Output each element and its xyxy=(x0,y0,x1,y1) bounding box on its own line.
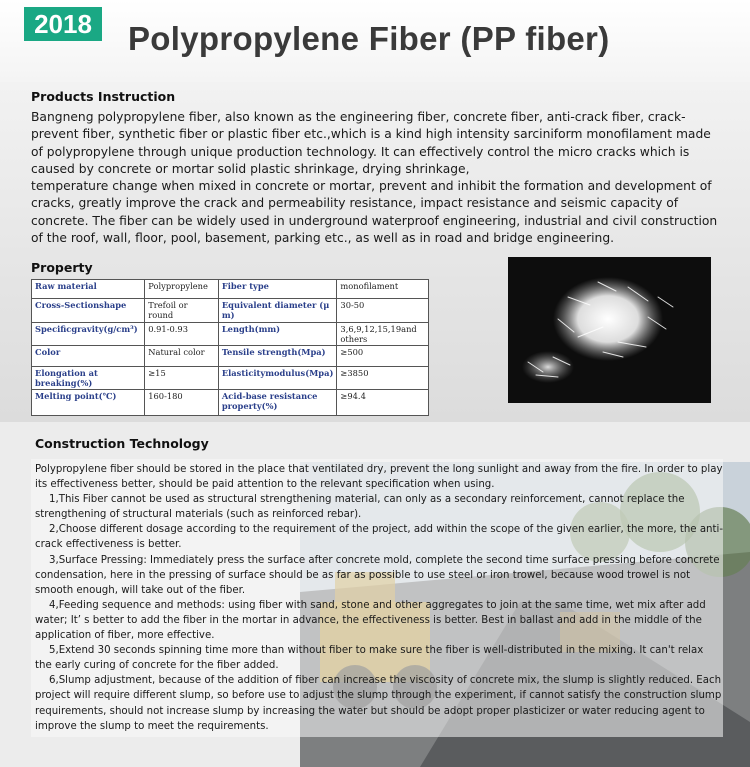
construction-item: 2,Choose different dosage according to the requirement of the project, add within the scope of the given earlier, the more, the anti-crack effectiveness is better. xyxy=(35,524,724,551)
property-label: Tensile strength(Mpa) xyxy=(218,346,337,367)
products-paragraph: Bangneng polypropylene fiber, also known as the engineering fiber, concrete fiber, anti-crack fiber, crack-prevent fiber, synthetic fiber or plastic fiber etc.,which is a kind high intensity sarciniform monofilament made of polypropylene through unique production technology. It can effectively control the micro cracks which is caused by concrete or mortar solid plastic shrinkage, drying shrinkage, xyxy=(31,110,711,176)
table-row xyxy=(32,390,429,416)
property-label: Equivalent diameter (μ m) xyxy=(218,299,337,323)
table-row xyxy=(32,367,429,390)
property-value: Trefoil or round xyxy=(145,299,219,323)
property-label: Melting point(℃) xyxy=(32,390,145,416)
table-row xyxy=(32,299,429,323)
year-badge: 2018 xyxy=(24,7,102,41)
construction-item: 4,Feeding sequence and methods: using fiber with sand, stone and other aggregates to join at the same time, wet mix after add water; It’ s better to add the fiber in the mortar in advance, the effectiveness is better. Best in ballast and add in the middle of the application of fiber, more effective. xyxy=(35,599,706,642)
property-value: ≥15 xyxy=(145,367,219,390)
property-value: 30-50 xyxy=(337,299,429,323)
property-table xyxy=(31,279,429,416)
property-value: monofilament xyxy=(337,280,429,299)
property-heading: Property xyxy=(31,260,93,275)
table-row xyxy=(32,323,429,346)
construction-item: 1,This Fiber cannot be used as structural strengthening material, can only as a secondary reinforcement, cannot replace the strengthening of structural materials (such as reinforced rebar). xyxy=(35,494,685,521)
property-label: Color xyxy=(32,346,145,367)
header-banner xyxy=(0,0,750,82)
construction-item: 3,Surface Pressing: Immediately press the surface after concrete mold, complete the second time surface pressing before concrete condensation, here in the pressing of surface should be as far as possible to use steel or iron trowel, because wood trowel is not smooth enough, will take out of the fiber. xyxy=(35,554,720,596)
products-instruction-text xyxy=(31,109,721,247)
property-value: Polypropylene xyxy=(145,280,219,299)
table-row xyxy=(32,280,429,299)
property-label: Specificgravity(g/cm³) xyxy=(32,323,145,346)
property-label: Fiber type xyxy=(218,280,337,299)
construction-item: 5,Extend 30 seconds spinning time more than without fiber to make sure the fiber is well-distributed in the mixing. It can't relax the early curing of concrete for the fiber added. xyxy=(35,645,704,672)
property-label: Elasticitymodulus(Mpa) xyxy=(218,367,337,390)
property-value: 3,6,9,12,15,19and others xyxy=(337,323,429,346)
property-value: ≥3850 xyxy=(337,367,429,390)
page-title: Polypropylene Fiber (PP fiber) xyxy=(128,20,610,57)
construction-intro: Polypropylene fiber should be stored in the place that ventilated dry, prevent the long sunlight and away from the fire. In order to play its effectiveness better, should be paid attention to the relevant specification when using. xyxy=(35,464,723,491)
property-label: Length(mm) xyxy=(218,323,337,346)
property-value: 160-180 xyxy=(145,390,219,416)
construction-item: 6,Slump adjustment, because of the addition of fiber can increase the viscosity of concrete mix, the slump is slightly reduced. Each project will require different slump, so before use to adjust the slump through the experiment, if cannot satisfy the construction slump requirements, should not increase slump by increasing the water but should be adopt proper plasticizer or water reducing agent to improve the slump to meet the requirements. xyxy=(35,675,722,732)
property-value: Natural color xyxy=(145,346,219,367)
property-label: Raw material xyxy=(32,280,145,299)
products-instruction-heading: Products Instruction xyxy=(31,89,176,104)
property-value: 0.91-0.93 xyxy=(145,323,219,346)
construction-technology-heading: Construction Technology xyxy=(35,436,209,451)
property-label: Elongation at breaking(%) xyxy=(32,367,145,390)
construction-technology-text xyxy=(35,462,723,734)
fiber-photo xyxy=(508,257,711,403)
property-value: ≥500 xyxy=(337,346,429,367)
table-row xyxy=(32,346,429,367)
property-label: Cross-Sectionshape xyxy=(32,299,145,323)
products-paragraph: temperature change when mixed in concrete or mortar, prevent and inhibit the formation and development of cracks, greatly improve the crack and permeability resistance, impact resistance and seismic capacity of concrete. The fiber can be widely used in underground waterproof engineering, industrial and civil construction of the roof, wall, floor, pool, basement, parking etc., as well as in road and bridge engineering. xyxy=(31,179,718,246)
property-value: ≥94.4 xyxy=(337,390,429,416)
property-label: Acid-base resistance property(%) xyxy=(218,390,337,416)
